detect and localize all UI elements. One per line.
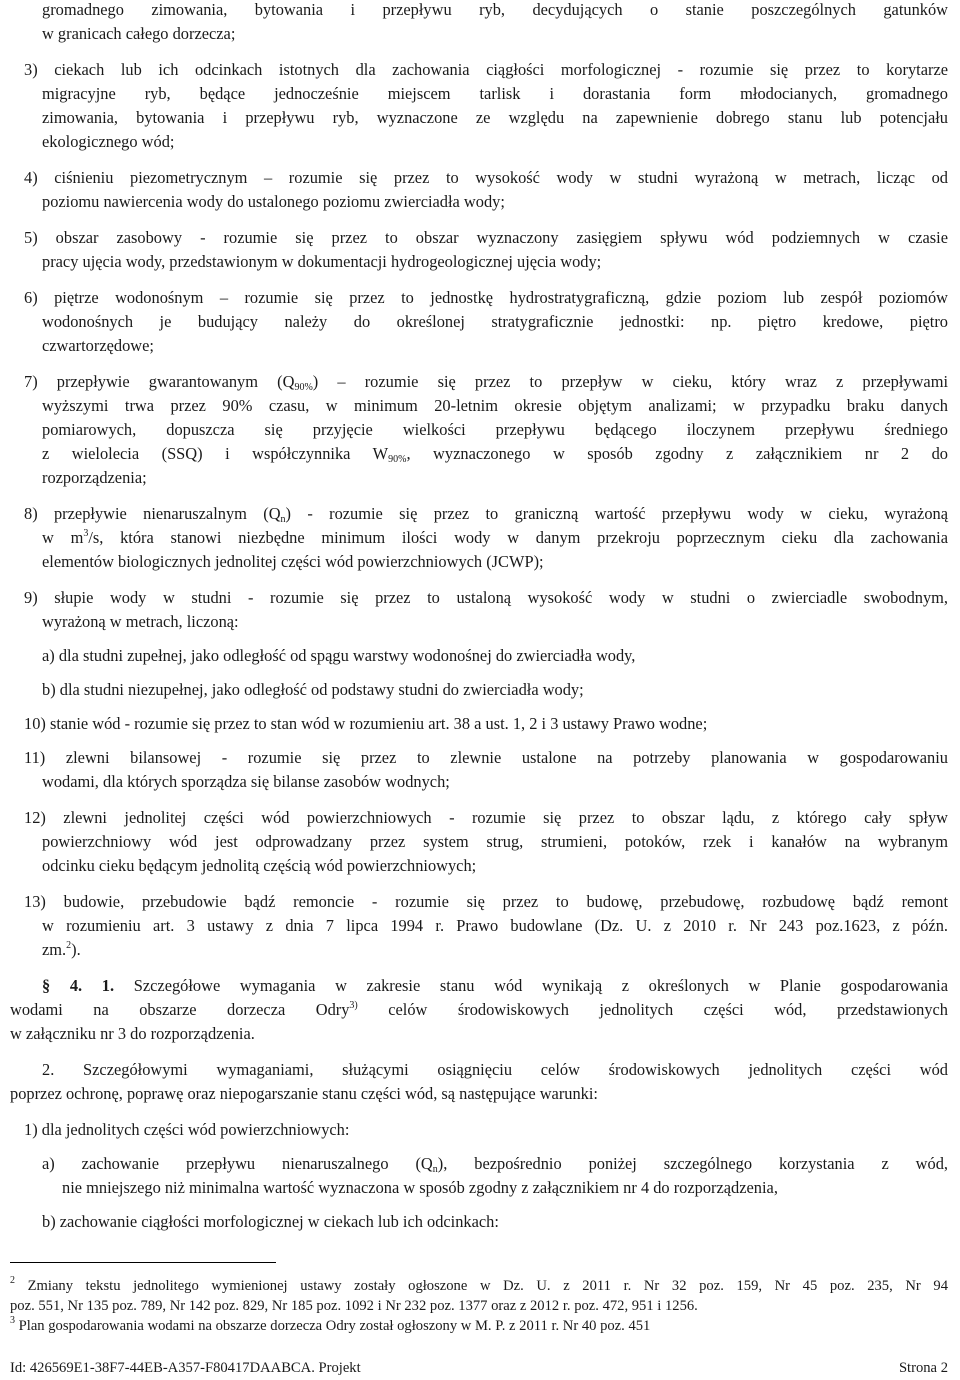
definition-4-line-1: 4) ciśnieniu piezometrycznym – rozumie się przez to wysokość wody w studni wyrażoną w metrach, licząc od <box>24 168 948 187</box>
definition-12-line-3: odcinku cieku będącym jednolitą częścią wód powierzchniowych; <box>42 856 477 875</box>
definition-8-line-2: w $m^3/s$, która stanowi niezbędne minimum ilości wody w danym przekroju poprzecznym cieku dla zachowania <box>42 528 949 547</box>
definition-6-line-3: czwartorzędowe; <box>42 336 154 355</box>
section-4-line-2: wodami na obszarze dorzecza Odry$^{3)}$ celów środowiskowych jednolitych części wód, przedstawionych <box>10 1000 948 1019</box>
footnote-separator <box>10 1262 276 1263</box>
footnote-2-line-2: poz. 551, Nr 135 poz. 789, Nr 142 poz. 829, Nr 185 poz. 1092 i Nr 232 poz. 1377 oraz z 2012 r. poz. 472, 951 i 1256. <box>10 1298 698 1314</box>
definition-12-line-1: 12) zlewni jednolitej części wód powierzchniowych - rozumie się przez to obszar lądu, z którego cały spływ <box>24 808 948 827</box>
page-footer <box>10 1358 948 1378</box>
section-4-number: § 4. <box>42 976 83 995</box>
definition-7-line-2: wyższymi trwa przez 90% czasu, w minimum 20-letnim okresie objętym analizami; w przypadku braku danych <box>42 396 948 415</box>
definition-5-line-2: pracy ujęcia wody, przedstawionym w dokumentacji hydrogeologicznej ujęcia wody; <box>42 252 602 271</box>
definition-12-line-2: powierzchniowy wód jest odprowadzany przez system strug, strumieni, potoków, rzek i kanałów na wybranym <box>42 832 948 851</box>
continuation-line-1: gromadnego zimowania, bytowania i przepływu ryb, decydujących o stanie poszczególnych gatunków <box>42 0 948 19</box>
footnote-2-line-1: $^2$ Zmiany tekstu jednolitego wymienionej ustawy zostały ogłoszone w Dz. U. z 2011 r. Nr 32 poz. 159, Nr 45 poz. 235, Nr 94 <box>10 1275 948 1294</box>
definition-9-item-a: a) dla studni zupełnej, jako odległość od spągu warstwy wodonośnej do zwierciadła wody, <box>42 646 636 665</box>
definition-7-line-3: pomiarowych, dopuszcza się przyjęcie wielkości przepływu będącego iloczynem przepływu średniego <box>42 420 948 439</box>
continuation-line-2: w granicach całego dorzecza; <box>42 24 236 43</box>
definition-7-line-5: rozporządzenia; <box>42 468 147 487</box>
definition-4-line-2: poziomu nawiercenia wody do ustalonego poziomu zwierciadła wody; <box>42 192 505 211</box>
definition-3-line-1: 3) ciekach lub ich odcinkach istotnych dla zachowania ciągłości morfologicznej - rozumie się przez to korytarze <box>24 60 948 79</box>
definition-7-line-4: z wielolecia (SSQ) i współczynnika $W_{90\%}$, wyznaczonego w sposób zgodny z załącznikiem nr 2 do <box>42 444 948 465</box>
definition-6-line-2: wodonośnych je budujący należy do określonej stratygraficznie jednostki: np. piętro kredowe, piętro <box>42 312 948 331</box>
definition-10: 10) stanie wód - rozumie się przez to stan wód w rozumieniu art. 38 a ust. 1, 2 i 3 ustawy Prawo wodne; <box>24 714 708 733</box>
section-4-item-b: b) zachowanie ciągłości morfologicznej w ciekach lub ich odcinkach: <box>42 1212 499 1231</box>
definition-6-line-1: 6) piętrze wodonośnym – rozumie się przez to jednostkę hydrostratygraficzną, gdzie poziom lub zespół poziomów <box>24 288 948 307</box>
section-4-item-a-line-2: nie mniejszego niż minimalna wartość wyznaczona w sposób zgodny z załącznikiem nr 4 do rozporządzenia, <box>62 1178 778 1197</box>
section-4-para-2-line-2: poprzez ochronę, poprawę oraz niepogarszanie stanu części wód, są następujące warunki: <box>10 1084 598 1103</box>
definition-9-line-1: 9) słupie wody w studni - rozumie się przez to ustaloną wysokość wody w studni o zwierciadle swobodnym, <box>24 588 948 607</box>
definition-5-line-1: 5) obszar zasobowy - rozumie się przez to obszar wyznaczony zasięgiem spływu wód podziemnych w czasie <box>24 228 948 247</box>
definition-7-line-1: 7) przepływie gwarantowanym $(Q_{90\%})$ – rozumie się przez to przepływ w cieku, który wraz z przepływami <box>24 372 948 393</box>
document-id: Id: 426569E1-38F7-44EB-A357-F80417DAABCA. Projekt <box>10 1360 361 1376</box>
definition-13-line-2: w rozumieniu art. 3 ustawy z dnia 7 lipca 1994 r. Prawo budowlane (Dz. U. z 2010 r. Nr 243 poz.1623, z późn. <box>42 916 948 935</box>
definition-13-line-1: 13) budowie, przebudowie bądź remoncie - rozumie się przez to budowę, przebudowę, rozbudowę bądź remont <box>24 892 948 911</box>
definition-3-line-2: migracyjne ryb, będące jednocześnie miejscem tarlisk i dorastania form młodocianych, gromadnego <box>42 84 948 103</box>
definition-11-line-2: wodami, dla których sporządza się bilanse zasobów wodnych; <box>42 772 450 791</box>
section-4-item-a-line-1: a) zachowanie przepływu nienaruszalnego $(Q_n)$, bezpośrednio poniżej szczególnego korzystania z wód, <box>42 1154 948 1175</box>
section-4-line-1: § 4. 1. Szczegółowe wymagania w zakresie stanu wód wynikają z określonych w Planie gospodarowania <box>42 976 948 995</box>
definition-3-line-4: ekologicznego wód; <box>42 132 175 151</box>
section-4-para-2-line-1: 2. Szczegółowymi wymaganiami, służącymi osiągnięciu celów środowiskowych jednolitych części wód <box>42 1060 948 1079</box>
definition-11-line-1: 11) zlewni bilansowej - rozumie się przez to zlewnie ustalone na potrzeby planowania w gospodarowaniu <box>24 748 948 767</box>
footnote-3: $^3$ Plan gospodarowania wodami na obszarze dorzecza Odry został ogłoszony w M. P. z 2011 r. Nr 40 poz. 451 <box>10 1315 651 1334</box>
definition-9-item-b: b) dla studni niezupełnej, jako odległość od podstawy studni do zwierciadła wody; <box>42 680 584 699</box>
definition-3-line-3: zimowania, bytowania i przepływu ryb, wyznaczone ze względu na zapewnienie dobrego stanu lub potencjału <box>42 108 948 127</box>
definition-8-line-1: 8) przepływie nienaruszalnym $(Q_n)$ - rozumie się przez to graniczną wartość przepływu wody w cieku, wyrażoną <box>24 504 948 525</box>
section-4-line-3: w załączniku nr 3 do rozporządzenia. <box>10 1024 255 1043</box>
definition-13-line-3: zm.$^2$). <box>42 940 81 959</box>
page-number: Strona 2 <box>898 1360 948 1376</box>
section-4-list-1: 1) dla jednolitych części wód powierzchniowych: <box>24 1120 350 1139</box>
definition-9-line-2: wyrażoną w metrach, liczoną: <box>42 612 239 631</box>
definition-8-line-3: elementów biologicznych jednolitej części wód powierzchniowych (JCWP); <box>42 552 544 571</box>
